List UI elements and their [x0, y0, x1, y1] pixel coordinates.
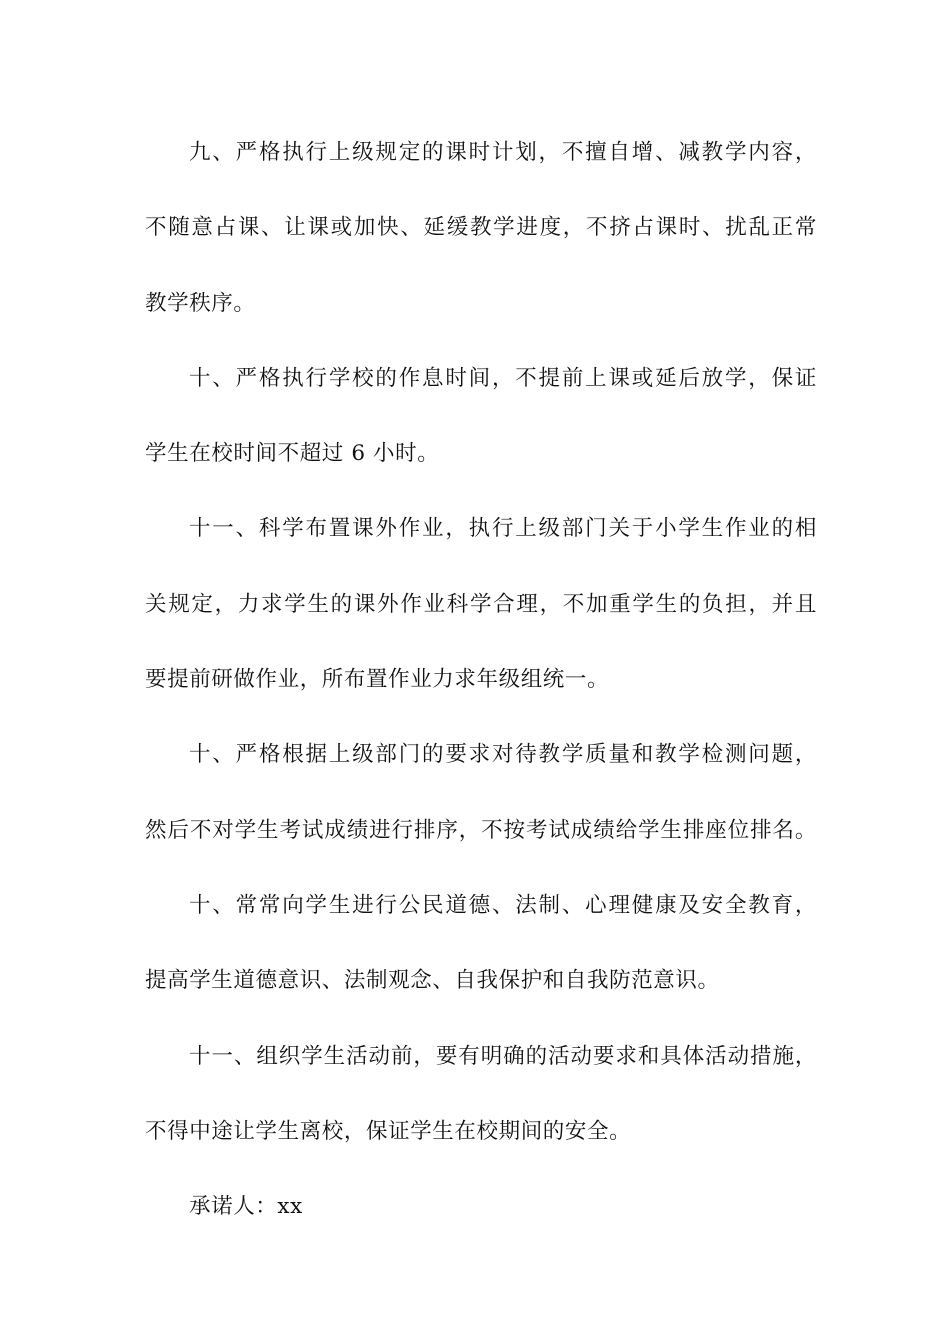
- paragraph-9-line-2: 不随意占课、让课或加快、延缓教学进度，不挤占课时、扰乱正常: [145, 215, 817, 241]
- paragraph-10-line-1: 十、严格执行学校的作息时间，不提前上课或延后放学，保证: [189, 365, 817, 391]
- paragraph-12-line-1: 十、严格根据上级部门的要求对待教学质量和教学检测问题，: [189, 742, 817, 768]
- paragraph-13-line-1: 十、常常向学生进行公民道德、法制、心理健康及安全教育，: [189, 892, 817, 918]
- paragraph-9-line-1: 九、严格执行上级规定的课时计划，不擅自增、减教学内容，: [189, 140, 817, 165]
- paragraph-11-line-2: 关规定，力求学生的课外作业科学合理，不加重学生的负担，并且: [145, 591, 817, 617]
- signatory-line: 承诺人：xx: [189, 1194, 303, 1220]
- paragraph-12-line-2: 然后不对学生考试成绩进行排序，不按考试成绩给学生排座位排名。: [145, 817, 817, 843]
- paragraph-11-line-1: 十一、科学布置课外作业，执行上级部门关于小学生作业的相: [189, 516, 817, 542]
- paragraph-11-line-3: 要提前研做作业，所布置作业力求年级组统一。: [145, 667, 610, 693]
- paragraph-10-line-2: 学生在校时间不超过 6 小时。: [145, 441, 440, 467]
- paragraph-14-line-2: 不得中途让学生离校，保证学生在校期间的安全。: [145, 1118, 632, 1144]
- paragraph-13-line-2: 提高学生道德意识、法制观念、自我保护和自我防范意识。: [145, 968, 720, 994]
- paragraph-9-line-3: 教学秩序。: [145, 290, 256, 316]
- paragraph-14-line-1: 十一、组织学生活动前，要有明确的活动要求和具体活动措施，: [189, 1043, 817, 1069]
- document-body: [145, 128, 817, 1257]
